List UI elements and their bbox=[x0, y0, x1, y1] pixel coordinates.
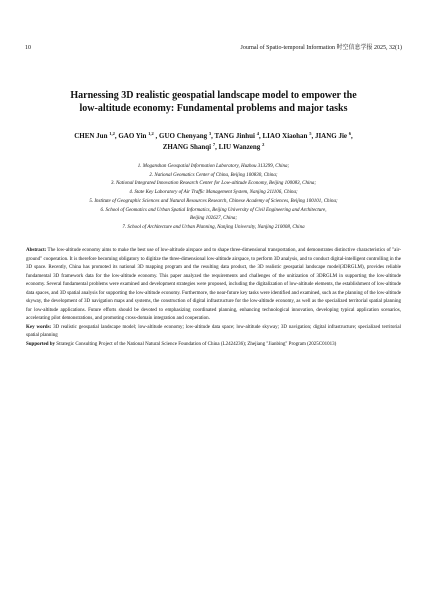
author-line-1 bbox=[40, 131, 387, 142]
title-line-1: Harnessing 3D realistic geospatial landscape model to empower the bbox=[70, 90, 357, 101]
journal-citation: Journal of Spatio-temporal Information 时空信息学报 2025, 32(1) bbox=[240, 45, 402, 51]
abstract-block bbox=[26, 247, 401, 349]
author-affil-mark: 1,2 bbox=[148, 131, 154, 136]
author-separator: , bbox=[114, 132, 119, 140]
author-separator: , bbox=[211, 132, 215, 140]
keywords-text: 3D realistic geospatial landscape model; low-altitude economy; low-altitude data space; low-altitude skyway; 3D navigation; digital infrastructure; specialized territorial spatial planning bbox=[26, 324, 402, 338]
abstract-label: Abstract: bbox=[26, 248, 47, 253]
funding-paragraph bbox=[26, 341, 401, 350]
author-line-2 bbox=[40, 142, 387, 153]
author-name: ZHANG Shanqi bbox=[162, 143, 212, 151]
funding-text: Strategic Consulting Project of the National Natural Science Foundation of China (L2424236); Zhejiang "Jianbing" Program (2025C01013) bbox=[56, 341, 337, 347]
keywords-paragraph bbox=[26, 324, 401, 341]
author-affil-mark: 4 bbox=[256, 131, 259, 136]
paper-title bbox=[40, 89, 387, 115]
author-affil-mark: 6 bbox=[348, 131, 352, 136]
author-affil-mark: 7 bbox=[212, 142, 216, 147]
author-affil-mark: 1,2 bbox=[109, 131, 115, 136]
affiliation-list bbox=[30, 163, 397, 233]
author-name: LIAO Xiaohan bbox=[262, 132, 308, 140]
affiliation: 6. School of Geomatics and Urban Spatial Informatics, Beijing University of Civil Engineering and Architecture, bbox=[100, 207, 327, 213]
author-separator: , bbox=[153, 132, 160, 140]
author-affil-mark: 3 bbox=[208, 131, 212, 136]
author-separator: , bbox=[259, 132, 263, 140]
funding-label: Supported by bbox=[26, 341, 56, 347]
abstract-paragraph bbox=[26, 247, 401, 324]
affiliation: Beijing 102627, China; bbox=[189, 216, 238, 222]
affiliation: 7. School of Architecture and Urban Planning, Nanjing University, Nanjing 210008, China bbox=[122, 224, 305, 230]
author-name: JIANG Jie bbox=[314, 132, 348, 140]
author-name: CHEN Jun bbox=[74, 132, 108, 140]
affiliation: 1. Moganshan Geospatial Information Laboratory, Huzhou 313299, China; bbox=[137, 164, 290, 169]
author-list bbox=[40, 131, 387, 153]
author-separator: , bbox=[351, 132, 353, 140]
author-affil-mark: 5 bbox=[309, 131, 312, 136]
page-number: 10 bbox=[25, 45, 31, 51]
affiliation: 2. National Geomatics Center of China, Beijing 100830, China; bbox=[149, 172, 278, 178]
author-name: GUO Chenyang bbox=[159, 132, 208, 140]
author-name: GAO Yin bbox=[118, 132, 147, 140]
abstract-text: The low-altitude economy aims to make the best use of low-altitude airspace and to shape three-dimensional transportation, and demonstrates distinctive characteristics of "air-ground" cooperation. It is therefore becoming obligatory to digitize the three-dimensional low-altitude airspace, to perform 3D analysis, and to conduct digital-intelligent controlling in the 3D space. Recently, China has promoted its national 3D mapping program and the resulting data product, the 3D realistic geospatial landscape model(3DRGLM), provides reliable fundamental 3D framework data for the low-altitude economy. This paper analyzed the requirements and challenges of the unitization of 3DRGLM in supporting the low-altitude economy. Several fundamental problems were examined and development strategies were proposed, including the digitalization of low-altitude elements, the establishment of low-altitude data spaces, and 3D spatial analysis for supporting the low-altitude economy. Furthermore, the near-future key tasks were identified and examined, such as the planning of the low-altitude skyway, the development of 3D navigation maps and systems, the construction of digital infrastructure for the low-altitude economy, as well as the specialized territorial spatial planning for low-altitude applications. Future efforts should be devoted to emphasizing coordinated planning, enhancing technological innovation, developing typical application scenarios, accelerating pilot demonstrations, and promoting cross-domain integration and cooperation. bbox=[26, 248, 401, 321]
author-affil-mark: 2 bbox=[262, 142, 265, 147]
keywords-label: Key words: bbox=[26, 324, 52, 330]
author-name: TANG Jinhui bbox=[214, 132, 255, 140]
affiliation: 4. State Key Laboratory of Air Traffic Management System, Nanjing 211106, China; bbox=[129, 190, 298, 196]
affiliation: 3. National Integrated Innovation Research Center for Low-altitude Economy, Beijing 100083, China; bbox=[110, 181, 317, 187]
author-name: LIU Wanzeng bbox=[218, 143, 261, 151]
author-separator: , bbox=[215, 143, 219, 151]
author-separator: , bbox=[311, 132, 315, 140]
running-header bbox=[25, 43, 402, 53]
affiliation: 5. Institute of Geographic Sciences and Natural Resources Research, Chinese Academy of Sciences, Beijing 100101, China; bbox=[89, 198, 338, 204]
title-line-2: low-altitude economy: Fundamental problems and major tasks bbox=[79, 103, 348, 114]
